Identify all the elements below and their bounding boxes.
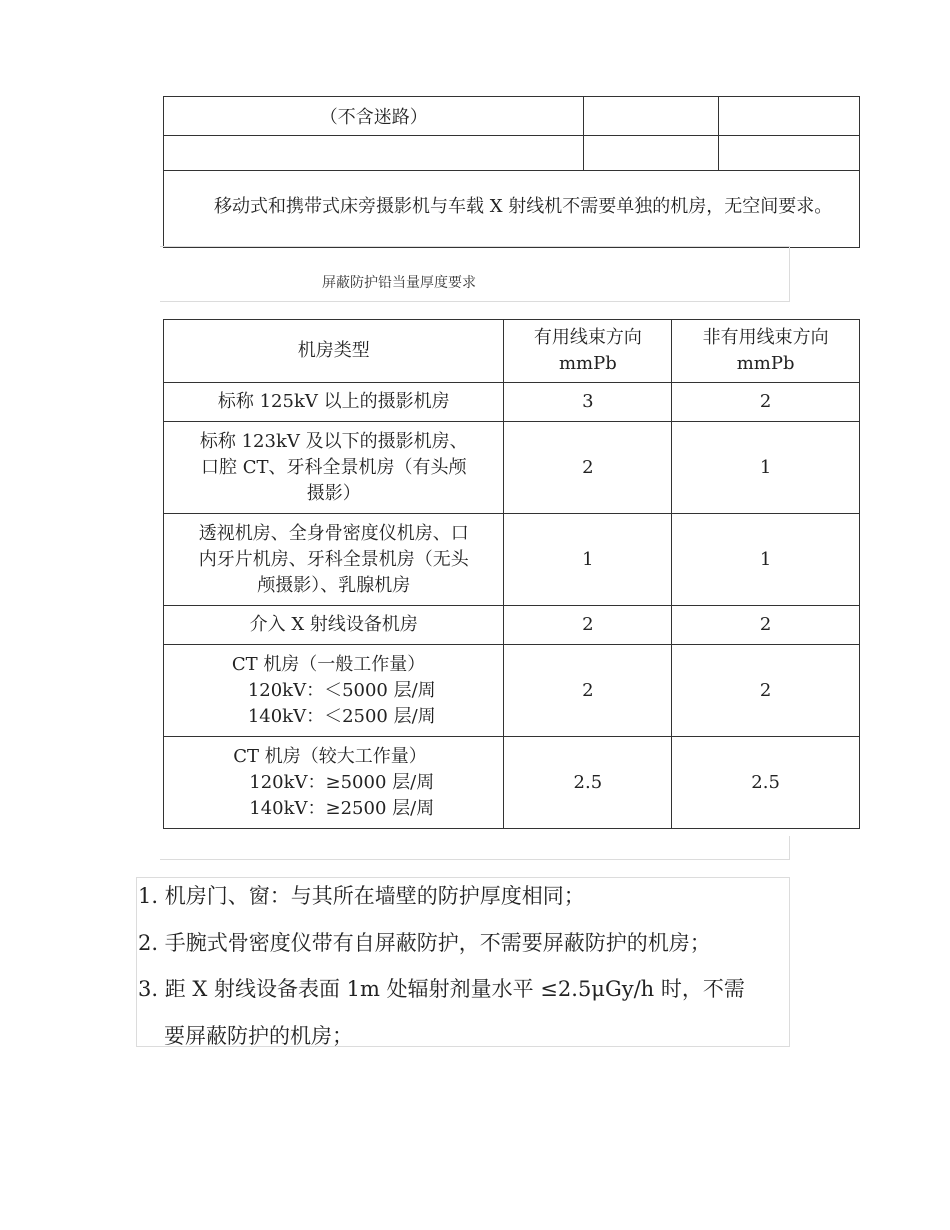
- room-type-line: CT 机房（较大工作量）: [233, 745, 427, 767]
- room-type-line: 140kV：＜2500 层/周: [247, 705, 436, 727]
- table-row: [164, 136, 860, 171]
- notes-list: [138, 873, 788, 1059]
- table-cell: [719, 136, 860, 171]
- table-row: [164, 383, 860, 422]
- table-row: [164, 171, 860, 248]
- table-row: [164, 606, 860, 645]
- table-row: [164, 514, 860, 606]
- table-cell: [584, 136, 719, 171]
- room-type-line: 透视机房、全身骨密度仪机房、口: [198, 522, 469, 544]
- room-type-cell: [164, 645, 504, 737]
- room-type-line: 120kV：＜5000 层/周: [247, 679, 436, 701]
- non-useful-value-cell: 1: [672, 422, 860, 514]
- room-type-line: 内牙片机房、牙科全景机房（无头: [198, 548, 469, 570]
- table-row: [164, 422, 860, 514]
- header-non-useful-beam: [672, 320, 860, 383]
- header-useful-beam: [504, 320, 672, 383]
- top-fragment-table: [163, 96, 860, 248]
- room-type-line: 140kV：≥2500 层/周: [249, 797, 435, 819]
- non-useful-value-cell: 2: [672, 383, 860, 422]
- room-type-line: 介入 X 射线设备机房: [249, 614, 418, 635]
- room-type-line: 标称 123kV 及以下的摄影机房、: [199, 430, 468, 452]
- header-room-type: 机房类型: [164, 320, 504, 383]
- table-header-row: [164, 320, 860, 383]
- non-useful-value-cell: 1: [672, 514, 860, 606]
- header-unit: mmPb: [558, 353, 617, 374]
- table-bottom-frame: [160, 836, 790, 860]
- non-useful-value-cell: 2: [672, 606, 860, 645]
- note-item-1: 1. 机房门、窗：与其所在墙壁的防护厚度相同；: [138, 884, 585, 908]
- note-item-2: 2. 手腕式骨密度仪带有自屏蔽防护，不需要屏蔽防护的机房；: [138, 930, 711, 955]
- room-type-line: 颅摄影）、乳腺机房: [257, 574, 411, 596]
- table-row: [164, 97, 860, 136]
- useful-value-cell: 2.5: [504, 737, 672, 829]
- note-item-3-continued: 要屏蔽防护的机房；: [164, 1023, 353, 1048]
- table-row: [164, 645, 860, 737]
- non-useful-value-cell: 2: [672, 645, 860, 737]
- room-type-line: CT 机房（一般工作量）: [231, 653, 426, 675]
- useful-value-cell: 3: [504, 383, 672, 422]
- table-caption: 屏蔽防护铅当量厚度要求: [322, 275, 476, 291]
- room-type-line: 口腔 CT、牙科全景机房（有头颅: [200, 456, 467, 478]
- room-type-line: 120kV：≥5000 层/周: [249, 771, 435, 793]
- header-line: 非有用线束方向: [702, 327, 829, 348]
- useful-value-cell: 2: [504, 645, 672, 737]
- ct-workload-block: [232, 652, 436, 730]
- useful-value-cell: 2: [504, 606, 672, 645]
- room-type-line: 标称 125kV 以上的摄影机房: [217, 391, 450, 412]
- useful-value-cell: 2: [504, 422, 672, 514]
- non-useful-value-cell: 2.5: [672, 737, 860, 829]
- room-type-cell: [164, 383, 504, 422]
- ct-workload-block: [233, 744, 434, 822]
- table-cell: [719, 97, 860, 136]
- table-cell: [164, 136, 584, 171]
- room-type-cell: [164, 422, 504, 514]
- room-type-cell: [164, 514, 504, 606]
- useful-value-cell: 1: [504, 514, 672, 606]
- mobile-xray-note: 移动式和携带式床旁摄影机与车载 X 射线机不需要单独的机房，无空间要求。: [164, 171, 860, 248]
- header-line: 有用线束方向: [533, 327, 642, 348]
- room-type-cell: [164, 606, 504, 645]
- header-unit: mmPb: [736, 353, 795, 374]
- table-row: [164, 737, 860, 829]
- note-item-3: 3. 距 X 射线设备表面 1m 处辐射剂量水平 ≤2.5μGy/h 时，不需: [138, 977, 745, 1001]
- room-type-line: 摄影）: [306, 482, 361, 504]
- table-cell: [584, 97, 719, 136]
- shielding-table: [163, 319, 860, 829]
- table-cell: （不含迷路）: [164, 97, 584, 136]
- room-type-cell: [164, 737, 504, 829]
